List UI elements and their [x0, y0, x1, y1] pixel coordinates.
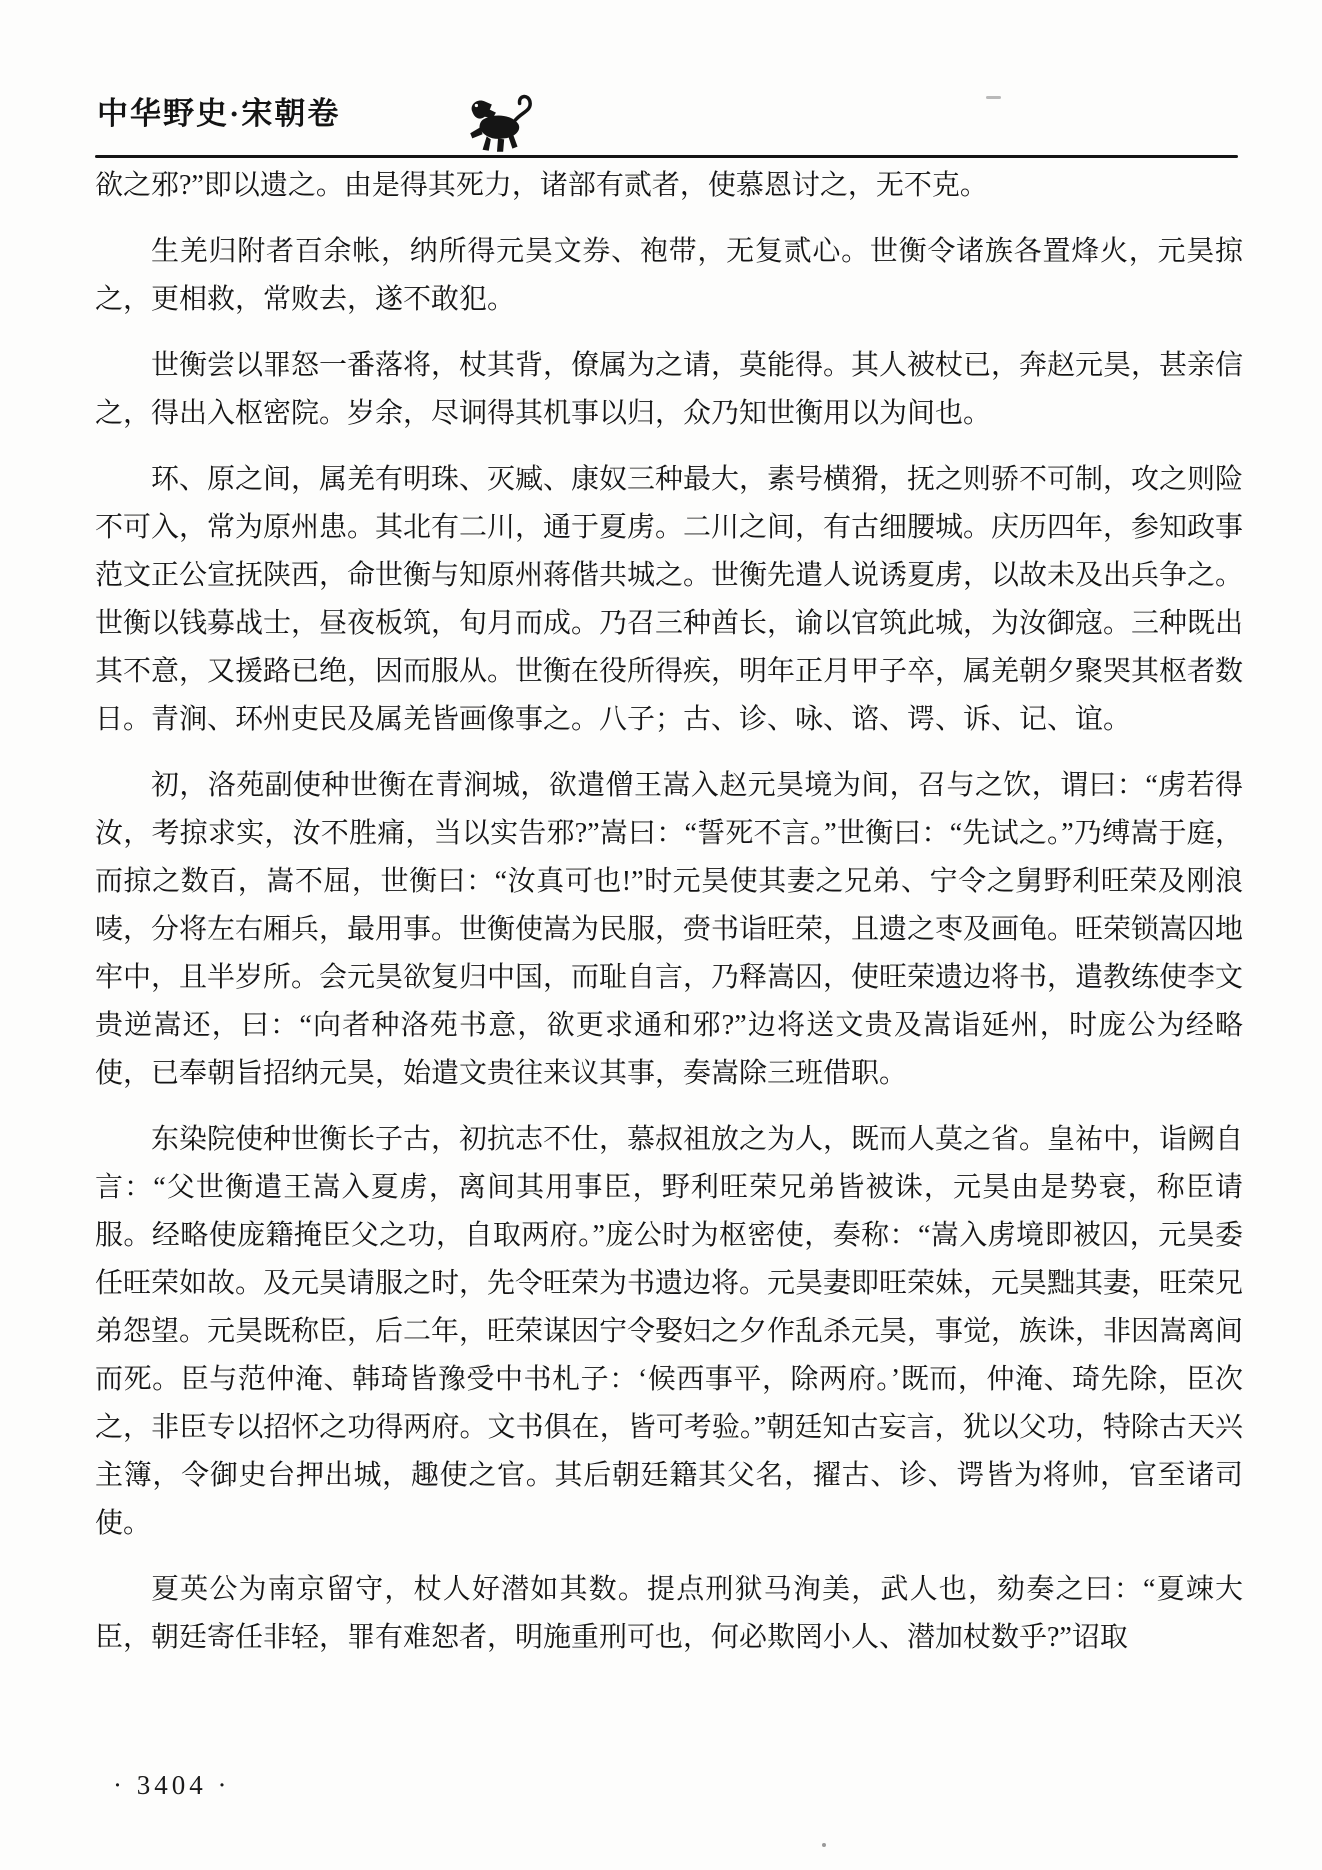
running-head-title: 中华野史·宋朝卷	[97, 96, 341, 131]
scan-speck-bottom	[822, 1843, 826, 1847]
qilin-beast-stamp-icon	[462, 92, 534, 156]
scan-speck-top	[986, 96, 1001, 99]
page-body-text	[95, 162, 1243, 1680]
paragraph: 东染院使种世衡长子古，初抗志不仕，慕叔祖放之为人，既而人莫之省。皇祐中，诣阙自言：“父世衡遣王嵩入夏虏，离间其用事臣，野利旺荣兄弟皆被诛，元昊由是势衰，称臣请服。经略使庞籍掩臣父之功，自取两府。”庞公时为枢密使，奏称：“嵩入虏境即被囚，元昊委任旺荣如故。及元昊请服之时，先令旺荣为书遗边将。元昊妻即旺荣妹，元昊黜其妻，旺荣兄弟怨望。元昊既称臣，后二年，旺荣谋因宁令娶妇之夕作乱杀元昊，事觉，族诛，非因嵩离间而死。臣与范仲淹、韩琦皆豫受中书札子：‘候西事平，除两府。’既而，仲淹、琦先除，臣次之，非臣专以招怀之功得两府。文书俱在，皆可考验。”朝廷知古妄言，犹以父功，特除古天兴主簿，令御史台押出城，趣使之官。其后朝廷籍其父名，擢古、诊、谔皆为将帅，官至诸司使。	[95, 1124, 1244, 1539]
page-number: · 3404 ·	[113, 1770, 231, 1800]
paragraph: 初，洛苑副使种世衡在青涧城，欲遣僧王嵩入赵元昊境为间，召与之饮，谓曰：“虏若得汝，考掠求实，汝不胜痛，当以实告邪?”嵩曰：“誓死不言。”世衡曰：“先试之。”乃缚嵩于庭，而掠之数百，嵩不屈，世衡曰：“汝真可也!”时元昊使其妻之兄弟、宁令之舅野利旺荣及刚浪唛，分将左右厢兵，最用事。世衡使嵩为民服，赍书诣旺荣，且遗之枣及画龟。旺荣锁嵩囚地牢中，且半岁所。会元昊欲复归中国，而耻自言，乃释嵩囚，使旺荣遗边将书，遣教练使李文贵逆嵩还，曰：“向者种洛苑书意，欲更求通和邪?”边将送文贵及嵩诣延州，时庞公为经略使，已奉朝旨招纳元昊，始遣文贵往来议其事，奏嵩除三班借职。	[95, 770, 1244, 1089]
paragraph: 世衡尝以罪怒一番落将，杖其背，僚属为之请，莫能得。其人被杖已，奔赵元昊，甚亲信之，得出入枢密院。岁余，尽诇得其机事以归，众乃知世衡用以为间也。	[95, 350, 1244, 429]
paragraph: 生羌归附者百余帐，纳所得元昊文券、袍带，无复贰心。世衡令诸族各置烽火，元昊掠之，更相救，常败去，遂不敢犯。	[95, 236, 1243, 315]
header-divider	[95, 155, 1238, 158]
paragraph: 环、原之间，属羌有明珠、灭臧、康奴三种最大，素号横猾，抚之则骄不可制，攻之则险不可入，常为原州患。其北有二川，通于夏虏。二川之间，有古细腰城。庆历四年，参知政事范文正公宣抚陕西，命世衡与知原州蒋偕共城之。世衡先遣人说诱夏虏，以故未及出兵争之。世衡以钱募战士，昼夜板筑，旬月而成。乃召三种酋长，谕以官筑此城，为汝御寇。三种既出其不意，又援路已绝，因而服从。世衡在役所得疾，明年正月甲子卒，属羌朝夕聚哭其枢者数日。青涧、环州吏民及属羌皆画像事之。八子；古、诊、咏、谘、谔、诉、记、谊。	[95, 464, 1244, 735]
paragraph: 夏英公为南京留守，杖人好潜如其数。提点刑狱马洵美，武人也，劾奏之曰：“夏竦大臣，朝廷寄任非轻，罪有难恕者，明施重刑可也，何必欺罔小人、潜加杖数乎?”诏取	[95, 1574, 1243, 1653]
paragraph: 欲之邪?”即以遗之。由是得其死力，诸部有贰者，使慕恩讨之，无不克。	[95, 170, 988, 201]
